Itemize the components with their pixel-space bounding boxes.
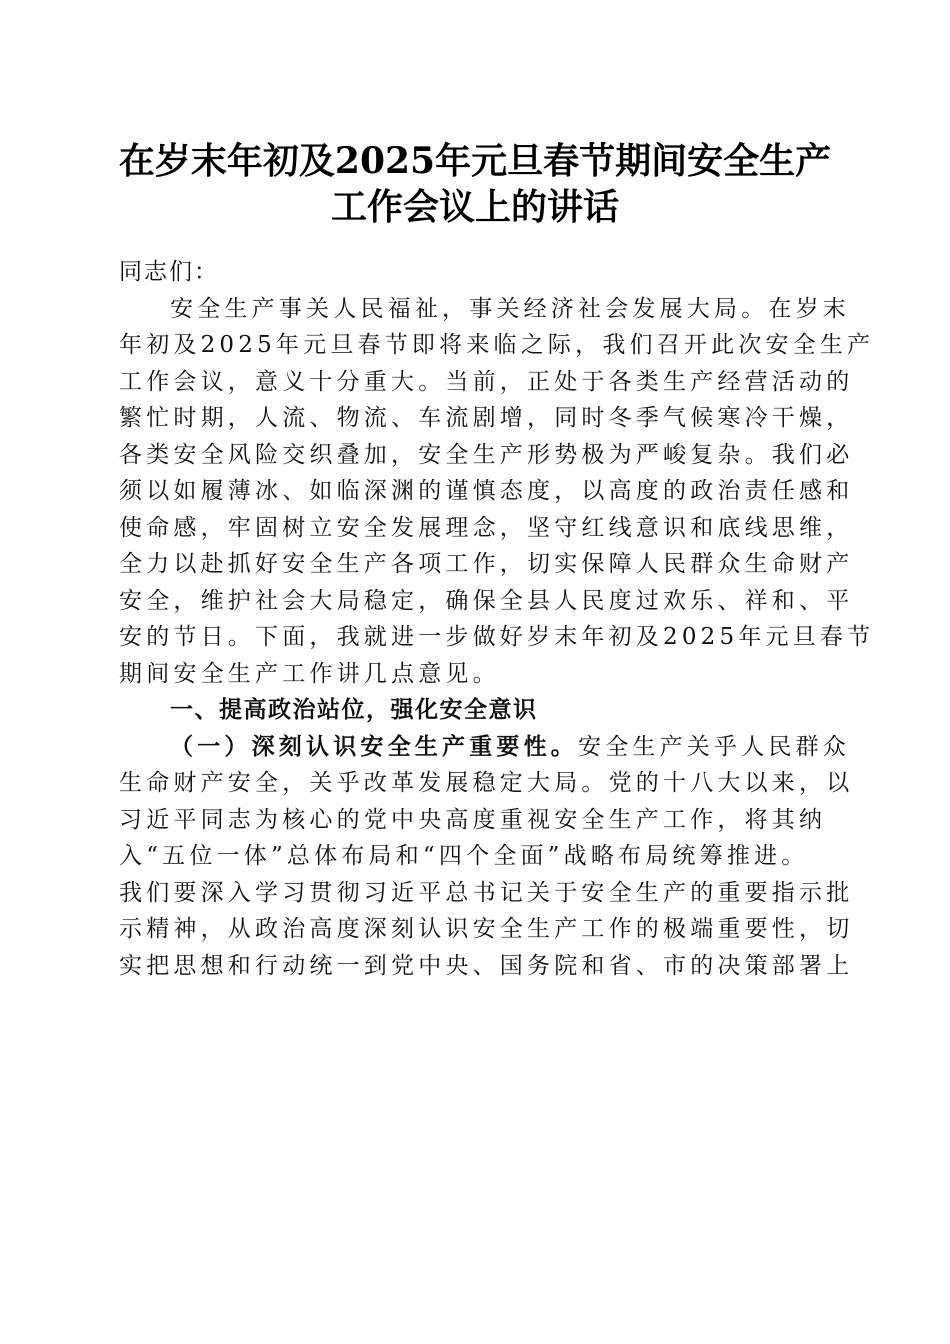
paragraph-line: 安的节日。下面，我就进一步做好岁末年初及2025年元旦春节 bbox=[119, 624, 875, 650]
paragraph-line: 使命感，牢固树立安全发展理念，坚守红线意识和底线思维， bbox=[119, 514, 854, 541]
subsection-paragraph bbox=[119, 729, 854, 985]
paragraph-line: 实把思想和行动统一到党中央、国务院和省、市的决策部署上 bbox=[119, 952, 854, 979]
paragraph-line: 各类安全风险交织叠加，安全生产形势极为严峻复杂。我们必 bbox=[119, 441, 854, 468]
subsection-first-text: 安全生产关乎人民群众 bbox=[578, 733, 850, 760]
paragraph-line: 年初及2025年元旦春节即将来临之际，我们召开此次安全生产 bbox=[119, 332, 875, 358]
subsection-first-line bbox=[119, 729, 850, 766]
paragraph-line: 工作会议，意义十分重大。当前，正处于各类生产经营活动的 bbox=[119, 368, 854, 395]
paragraph-line: 期间安全生产工作讲几点意见。 bbox=[119, 660, 500, 687]
paragraph-line: 繁忙时期，人流、物流、车流剧增，同时冬季气候寒冷干燥， bbox=[119, 405, 854, 431]
paragraph-line: 习近平同志为核心的党中央高度重视安全生产工作，将其纳 bbox=[119, 806, 827, 833]
paragraph-line: 生命财产安全，关乎改革发展稳定大局。党的十八大以来，以 bbox=[119, 770, 854, 796]
paragraph-line: 我们要深入学习贯彻习近平总书记关于安全生产的重要指示批 bbox=[119, 879, 854, 906]
paragraph-line: 示精神，从政治高度深刻认识安全生产工作的极端重要性，切 bbox=[119, 916, 854, 942]
paragraph-line: 须以如履薄冰、如临深渊的谨慎态度，以高度的政治责任感和 bbox=[119, 478, 854, 504]
paragraph-line: 安全，维护社会大局稳定，确保全县人民度过欢乐、祥和、平 bbox=[119, 587, 854, 614]
section-heading: 一、提高政治站位，强化安全意识 bbox=[170, 697, 538, 723]
title-line: 工作会议上的讲话 bbox=[330, 186, 619, 228]
paragraph-intro bbox=[119, 291, 875, 693]
paragraph-line: 入“五位一体”总体布局和“四个全面”战略布局统筹推进。 bbox=[119, 843, 809, 869]
paragraph-line: 安全生产事关人民福祉，事关经济社会发展大局。在岁末 bbox=[170, 295, 850, 322]
salutation: 同志们： bbox=[119, 259, 219, 285]
paragraph-line: 全力以赴抓好安全生产各项工作，切实保障人民群众生命财产 bbox=[119, 551, 854, 577]
subsection-heading: （一）深刻认识安全生产重要性。 bbox=[170, 732, 578, 760]
title-line: 在岁末年初及2025年元旦春节期间安全生产 bbox=[118, 140, 832, 182]
document-body bbox=[119, 254, 875, 984]
document-title bbox=[100, 138, 850, 230]
